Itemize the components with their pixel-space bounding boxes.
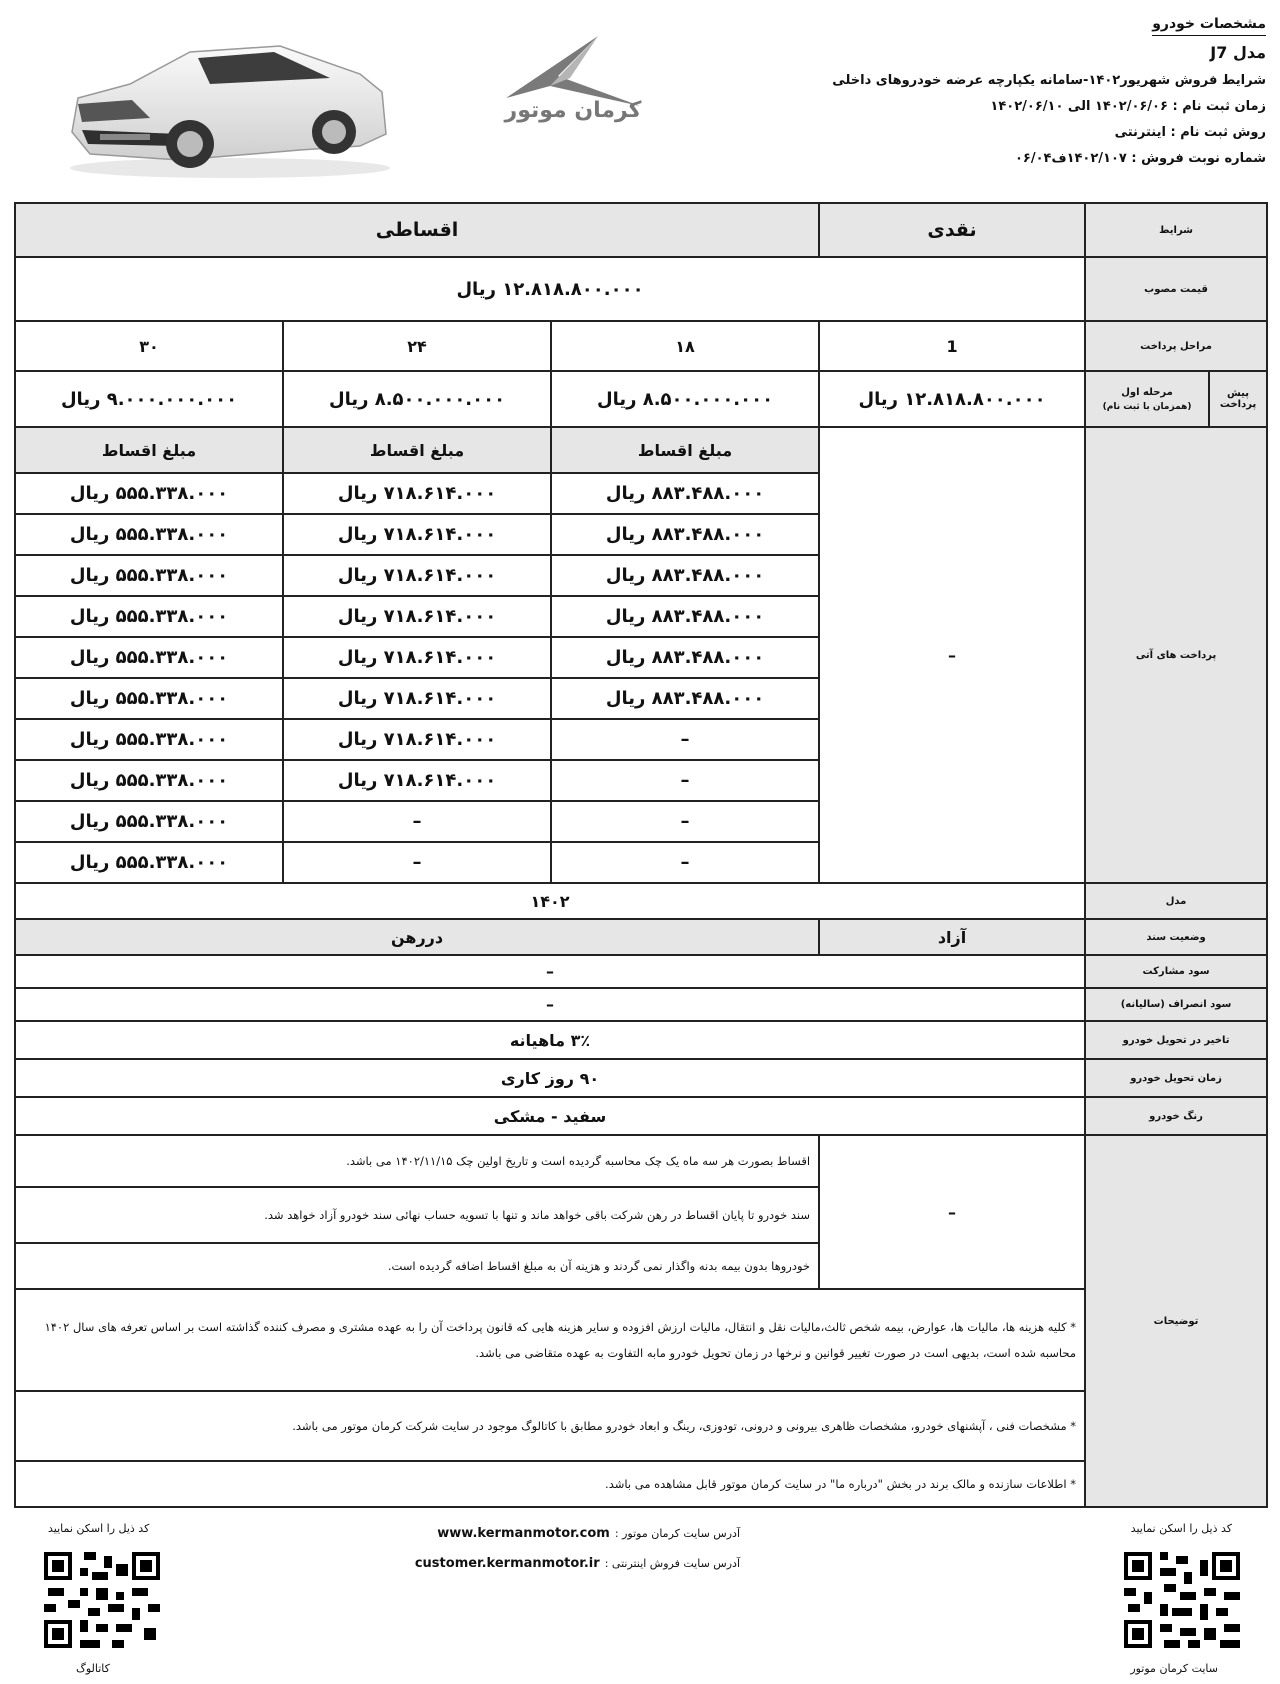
installment-cell: –	[283, 801, 551, 842]
prepay-30: ۹.۰۰۰.۰۰۰.۰۰۰ ریال	[15, 371, 283, 427]
first-stage-text: مرحله اول	[1121, 386, 1173, 398]
registration-method: روش ثبت نام : اینترنتی	[1114, 125, 1266, 140]
installment-cell: ۵۵۵.۳۳۸.۰۰۰ ریال	[15, 842, 283, 883]
installment-cell: ۵۵۵.۳۳۸.۰۰۰ ریال	[15, 760, 283, 801]
installment-cell: ۵۵۵.۳۳۸.۰۰۰ ریال	[15, 473, 283, 514]
first-stage-note: (همزمان با ثبت نام)	[1102, 401, 1192, 412]
delivery-value: ۹۰ روز کاری	[15, 1059, 1085, 1097]
installment-note: سند خودرو تا پایان اقساط در رهن شرکت باقی خواهد ماند و تنها با تسویه حساب نهائی سند خودرو آزاد خواهد شد.	[15, 1187, 819, 1243]
qr-caption-catalog: کاتالوگ	[76, 1662, 110, 1675]
installment-cell: ۵۵۵.۳۳۸.۰۰۰ ریال	[15, 596, 283, 637]
installment-cell: ۸۸۳.۴۸۸.۰۰۰ ریال	[551, 678, 819, 719]
label-notes: توضیحات	[1085, 1135, 1267, 1507]
installment-cell: ۷۱۸.۶۱۴.۰۰۰ ریال	[283, 555, 551, 596]
label-first-stage	[1085, 371, 1209, 427]
registration-time: زمان ثبت نام : ۱۴۰۲/۰۶/۰۶ الی ۱۴۰۲/۰۶/۱۰	[990, 99, 1266, 114]
cash-future: –	[819, 427, 1085, 883]
label-cancel: سود انصراف (سالیانه)	[1085, 988, 1267, 1021]
delay-value: ۳٪ ماهیانه	[15, 1021, 1085, 1059]
stage-30: ۳۰	[15, 321, 283, 371]
color-value: سفید - مشکی	[15, 1097, 1085, 1135]
model-name: مدل J7	[1210, 43, 1266, 62]
installment-cell: –	[551, 842, 819, 883]
general-note: * مشخصات فنی ، آپشنهای خودرو، مشخصات ظاهری بیرونی و درونی، تودوزی، رینگ و ابعاد خودرو مطابق با کاتالوگ موجود در سایت شرکت کرمان موتور می باشد.	[15, 1391, 1085, 1461]
installment-cell: ۷۱۸.۶۱۴.۰۰۰ ریال	[283, 596, 551, 637]
prepay-18: ۸.۵۰۰.۰۰۰.۰۰۰ ریال	[551, 371, 819, 427]
qr-code-catalog-icon[interactable]	[44, 1552, 160, 1648]
installment-cell: –	[551, 760, 819, 801]
notes-cash: –	[819, 1135, 1085, 1289]
installment-cell: ۷۱۸.۶۱۴.۰۰۰ ریال	[283, 637, 551, 678]
installment-cell: –	[551, 719, 819, 760]
label-conditions: شرایط	[1085, 203, 1267, 257]
header-info	[796, 12, 1266, 172]
installment-cell: ۸۸۳.۴۸۸.۰۰۰ ریال	[551, 555, 819, 596]
installment-cell: ۸۸۳.۴۸۸.۰۰۰ ریال	[551, 637, 819, 678]
label-delay: تاخیر در تحویل خودرو	[1085, 1021, 1267, 1059]
installment-col-header: مبلغ اقساط	[551, 427, 819, 473]
label-stages: مراحل پرداخت	[1085, 321, 1267, 371]
page-title: مشخصات خودرو	[1152, 13, 1266, 36]
sales-address-label: آدرس سایت فروش اینترنتی :	[604, 1557, 740, 1570]
price-value: ۱۲.۸۱۸.۸۰۰.۰۰۰ ریال	[15, 257, 1085, 321]
label-future-payments: پرداخت های آتی	[1085, 427, 1267, 883]
label-model: مدل	[1085, 883, 1267, 919]
installment-cell: ۷۱۸.۶۱۴.۰۰۰ ریال	[283, 514, 551, 555]
installment-cell: ۵۵۵.۳۳۸.۰۰۰ ریال	[15, 555, 283, 596]
footer	[0, 1518, 1280, 1684]
installment-cell: ۷۱۸.۶۱۴.۰۰۰ ریال	[283, 760, 551, 801]
label-doc-status: وضعیت سند	[1085, 919, 1267, 955]
partnership-value: –	[15, 955, 1085, 988]
stage-24: ۲۴	[283, 321, 551, 371]
installment-note: خودروها بدون بیمه بدنه واگذار نمی گردند و هزینه آن به مبلغ اقساط اضافه گردیده است.	[15, 1243, 819, 1289]
prepay-cash: ۱۲.۸۱۸.۸۰۰.۰۰۰ ریال	[819, 371, 1085, 427]
label-prepayment: پیش پرداخت	[1209, 371, 1267, 427]
model-value: ۱۴۰۲	[15, 883, 1085, 919]
site-address-label: آدرس سایت کرمان موتور :	[614, 1527, 740, 1540]
sale-number: شماره نوبت فروش : ۱۴۰۲/۱۰۷ف۰۶/۰۴	[1014, 151, 1266, 166]
general-note: * کلیه هزینه ها، مالیات ها، عوارض، بیمه شخص ثالث،مالیات نقل و انتقال، مالیات ارزش افزوده و سایر هزینه هایی که قانون پرداخت آن را به عهده مشتری و مصرف کننده گذاشته است بر اساس تعرفه های سال ۱۴۰۲ محاسبه شده است، بدیهی است در صورت تغییر قوانین و نرخها در زمان تحویل خودرو مابه التفاوت به عهده متقاضی می باشد.	[15, 1289, 1085, 1391]
installment-cell: ۷۱۸.۶۱۴.۰۰۰ ریال	[283, 678, 551, 719]
kerman-motor-logo	[498, 28, 648, 138]
prepay-24: ۸.۵۰۰.۰۰۰.۰۰۰ ریال	[283, 371, 551, 427]
label-partnership: سود مشارکت	[1085, 955, 1267, 988]
installment-cell: ۸۸۳.۴۸۸.۰۰۰ ریال	[551, 596, 819, 637]
price-table	[14, 202, 1268, 1508]
installment-cell: –	[551, 801, 819, 842]
installment-note: اقساط بصورت هر سه ماه یک چک محاسبه گردیده است و تاریخ اولین چک ۱۴۰۲/۱۱/۱۵ می باشد.	[15, 1135, 819, 1187]
label-color: رنگ خودرو	[1085, 1097, 1267, 1135]
qr-code-site-icon[interactable]	[1124, 1552, 1240, 1648]
cancel-value: –	[15, 988, 1085, 1021]
installment-cell: ۷۱۸.۶۱۴.۰۰۰ ریال	[283, 719, 551, 760]
qr-caption-site: سایت کرمان موتور	[1130, 1662, 1218, 1675]
scan-hint-right: کد ذیل را اسکن نمایید	[1130, 1522, 1232, 1535]
stage-18: ۱۸	[551, 321, 819, 371]
scan-hint-left: کد ذیل را اسکن نمایید	[48, 1522, 150, 1535]
sales-url-link[interactable]: customer.kermanmotor.ir	[414, 1556, 600, 1571]
doc-status-cash: آزاد	[819, 919, 1085, 955]
stage-cash: 1	[819, 321, 1085, 371]
label-delivery: زمان تحویل خودرو	[1085, 1059, 1267, 1097]
installment-header: اقساطی	[15, 203, 819, 257]
installment-cell: ۸۸۳.۴۸۸.۰۰۰ ریال	[551, 473, 819, 514]
site-url-link[interactable]: www.kermanmotor.com	[437, 1526, 610, 1541]
installment-cell: ۵۵۵.۳۳۸.۰۰۰ ریال	[15, 637, 283, 678]
doc-status-installment: دررهن	[15, 919, 819, 955]
general-note: * اطلاعات سازنده و مالک برند در بخش "درباره ما" در سایت کرمان موتور قابل مشاهده می باشد.	[15, 1461, 1085, 1507]
installment-cell: ۵۵۵.۳۳۸.۰۰۰ ریال	[15, 514, 283, 555]
logo-text: کرمان موتور	[504, 98, 642, 123]
installment-cell: ۷۱۸.۶۱۴.۰۰۰ ریال	[283, 473, 551, 514]
installment-col-header: مبلغ اقساط	[283, 427, 551, 473]
footer-addresses	[360, 1522, 740, 1582]
installment-cell: ۸۸۳.۴۸۸.۰۰۰ ریال	[551, 514, 819, 555]
installment-cell: ۵۵۵.۳۳۸.۰۰۰ ریال	[15, 801, 283, 842]
sale-conditions: شرایط فروش شهریور۱۴۰۲-سامانه یکپارچه عرضه خودروهای داخلی	[832, 73, 1266, 88]
installment-cell: ۵۵۵.۳۳۸.۰۰۰ ریال	[15, 678, 283, 719]
installment-cell: ۵۵۵.۳۳۸.۰۰۰ ریال	[15, 719, 283, 760]
label-price: قیمت مصوب	[1085, 257, 1267, 321]
installment-col-header: مبلغ اقساط	[15, 427, 283, 473]
car-image	[60, 22, 400, 182]
cash-header: نقدی	[819, 203, 1085, 257]
installment-cell: –	[283, 842, 551, 883]
